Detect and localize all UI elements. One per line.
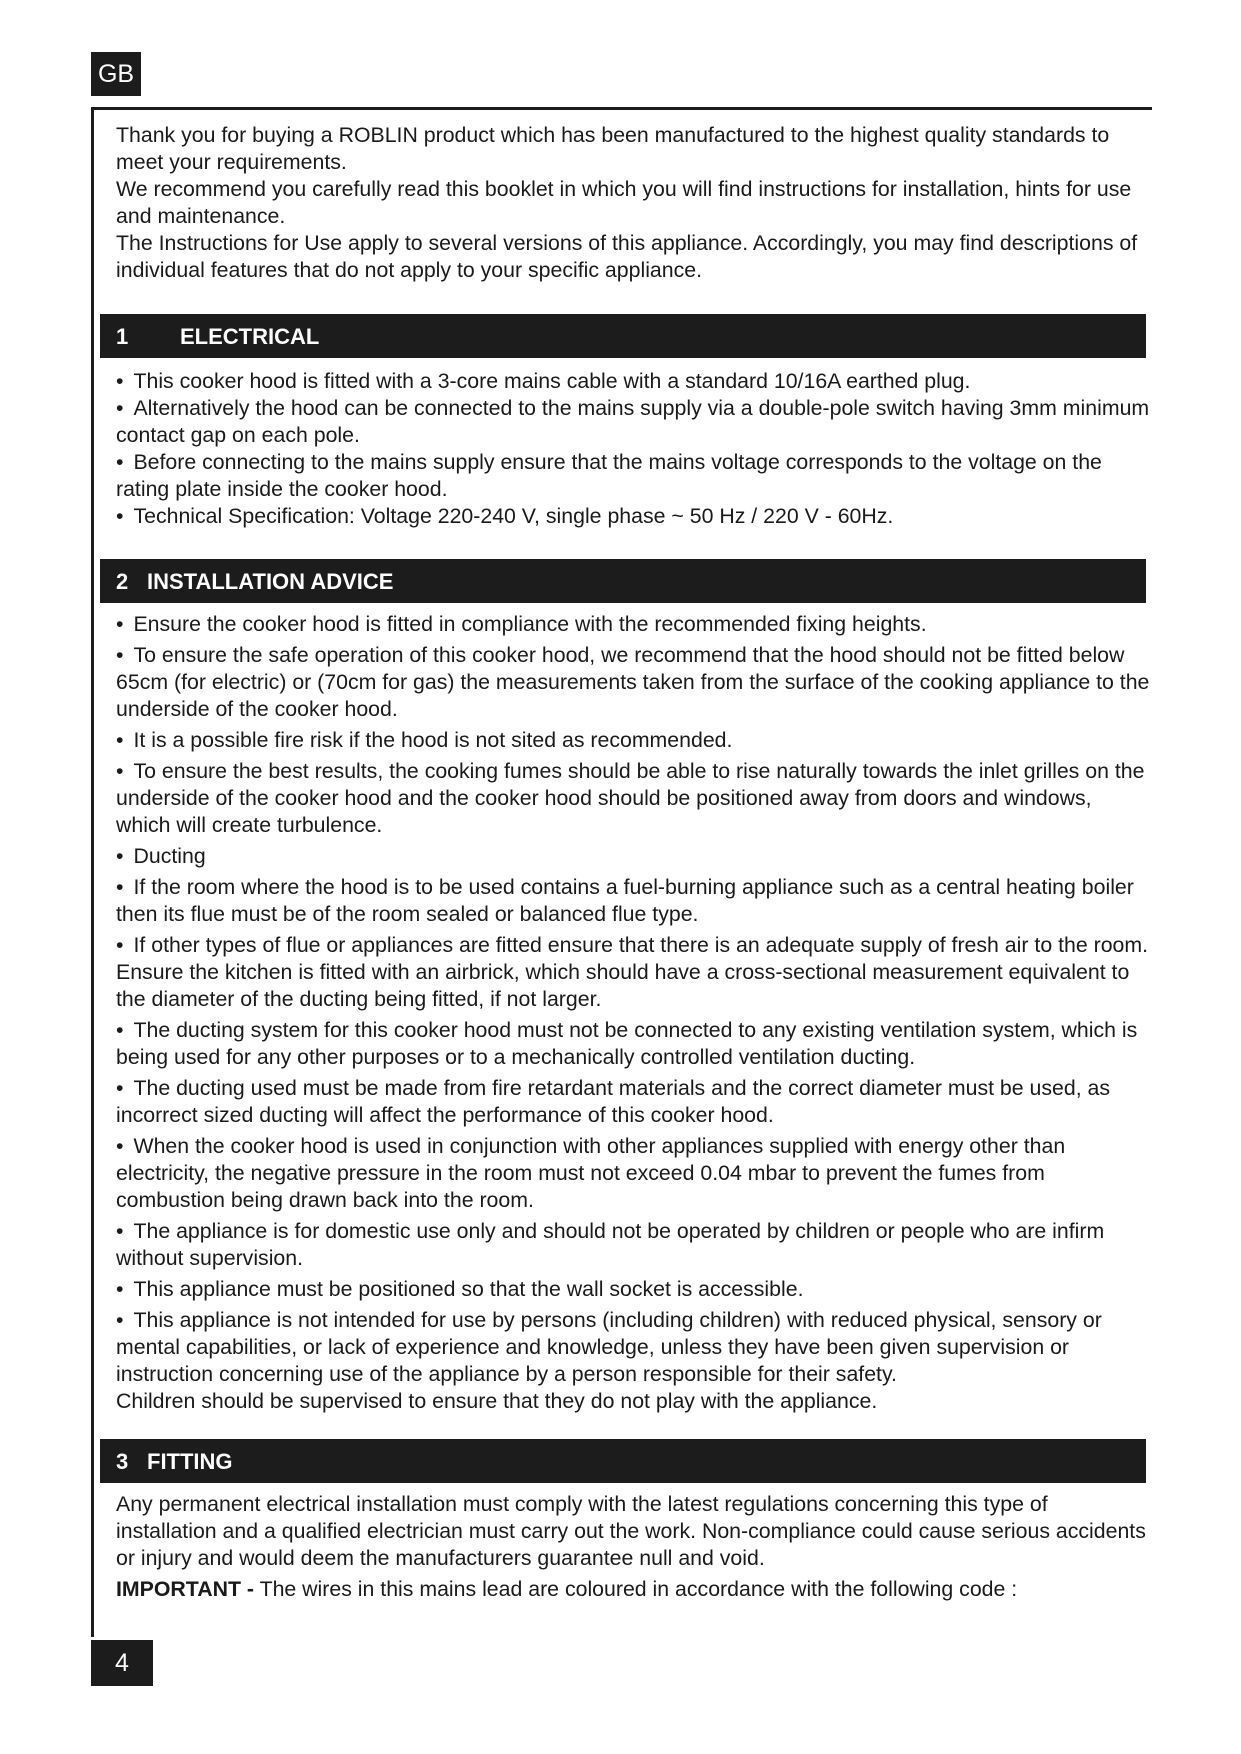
list-item: • If other types of flue or appliances are fitted ensure that there is an adequate supply of fresh air to the room. Ensure the kitchen is fitted with an airbrick, which should have a cross-sectional measurement equivalent to the diameter of the ducting being fitted, if not larger. (116, 932, 1151, 1013)
section-title: INSTALLATION ADVICE (147, 568, 394, 594)
electrical-list (116, 368, 1151, 530)
section-number: 3 (116, 1448, 129, 1474)
installation-list (116, 611, 1151, 1415)
page-number: 4 (91, 1640, 153, 1686)
list-item: • Alternatively the hood can be connected to the mains supply via a double-pole switch having 3mm minimum contact gap on each pole. (116, 395, 1151, 449)
left-rule (91, 107, 94, 1637)
list-item: • The ducting system for this cooker hood must not be connected to any existing ventilation system, which is being used for any other purposes or to a mechanically controlled ventilation ducting. (116, 1017, 1151, 1071)
intro-paragraph: Thank you for buying a ROBLIN product which has been manufactured to the highest quality standards to meet your requirements. (116, 123, 1110, 174)
section-title: FITTING (147, 1448, 233, 1474)
fitting-paragraph: Any permanent electrical installation must comply with the latest regulations concerning this type of installation and a qualified electrician must carry out the work. Non-compliance could cause serious accidents or injury and would deem the manufacturers guarantee null and void. (116, 1492, 1146, 1570)
list-item: • Ducting (116, 843, 1151, 870)
important-note (116, 1576, 1151, 1603)
important-label: IMPORTANT - (116, 1577, 255, 1601)
section-number: 1 (116, 323, 129, 349)
top-rule (91, 107, 1152, 110)
list-item: • This cooker hood is fitted with a 3-core mains cable with a standard 10/16A earthed plug. (116, 368, 1151, 395)
list-item: • The appliance is for domestic use only and should not be operated by children or people who are infirm without supervision. (116, 1218, 1151, 1272)
section-number: 2 (116, 568, 129, 594)
list-item: • When the cooker hood is used in conjunction with other appliances supplied with energy other than electricity, the negative pressure in the room must not exceed 0.04 mbar to prevent the fumes from combustion being drawn back into the room. (116, 1133, 1151, 1214)
list-item: • To ensure the best results, the cooking fumes should be able to rise naturally towards the inlet grilles on the underside of the cooker hood and the cooker hood should be positioned away from doors and windows, which will create turbulence. (116, 758, 1151, 839)
list-item: • If the room where the hood is to be used contains a fuel-burning appliance such as a central heating boiler then its flue must be of the room sealed or balanced flue type. (116, 874, 1151, 928)
section-header-electrical (100, 314, 1146, 358)
list-item: • To ensure the safe operation of this cooker hood, we recommend that the hood should not be fitted below 65cm (for electric) or (70cm for gas) the measurements taken from the surface of the cooking appliance to the underside of the cooker hood. (116, 642, 1151, 723)
list-item: • The ducting used must be made from fire retardant materials and the correct diameter must be used, as incorrect sized ducting will affect the performance of this cooker hood. (116, 1075, 1151, 1129)
intro (116, 122, 1151, 284)
section-title: ELECTRICAL (180, 323, 320, 349)
language-tag: GB (91, 52, 141, 96)
list-item: • Technical Specification: Voltage 220-240 V, single phase ~ 50 Hz / 220 V - 60Hz. (116, 503, 1151, 530)
list-item: • Before connecting to the mains supply ensure that the mains voltage corresponds to the voltage on the rating plate inside the cooker hood. (116, 449, 1151, 503)
intro-paragraph: We recommend you carefully read this booklet in which you will find instructions for installation, hints for use and maintenance. (116, 177, 1132, 228)
list-item: • It is a possible fire risk if the hood is not sited as recommended. (116, 727, 1151, 754)
important-text: The wires in this mains lead are coloured in accordance with the following code : (259, 1577, 1018, 1601)
section-header-fitting (100, 1439, 1146, 1483)
intro-paragraph: The Instructions for Use apply to several versions of this appliance. Accordingly, you may find descriptions of individual features that do not apply to your specific appliance. (116, 231, 1138, 282)
fitting-body (116, 1491, 1151, 1603)
list-item: • This appliance is not intended for use by persons (including children) with reduced physical, sensory or mental capabilities, or lack of experience and knowledge, unless they have been given supervision or instruction concerning use of the appliance by a person responsible for their safety. (116, 1307, 1151, 1388)
list-item: • Ensure the cooker hood is fitted in compliance with the recommended fixing heights. (116, 611, 1151, 638)
page-content (116, 122, 1151, 1603)
closing-note: Children should be supervised to ensure that they do not play with the appliance. (116, 1389, 878, 1413)
section-header-installation-advice (100, 559, 1146, 603)
list-item: • This appliance must be positioned so that the wall socket is accessible. (116, 1276, 1151, 1303)
